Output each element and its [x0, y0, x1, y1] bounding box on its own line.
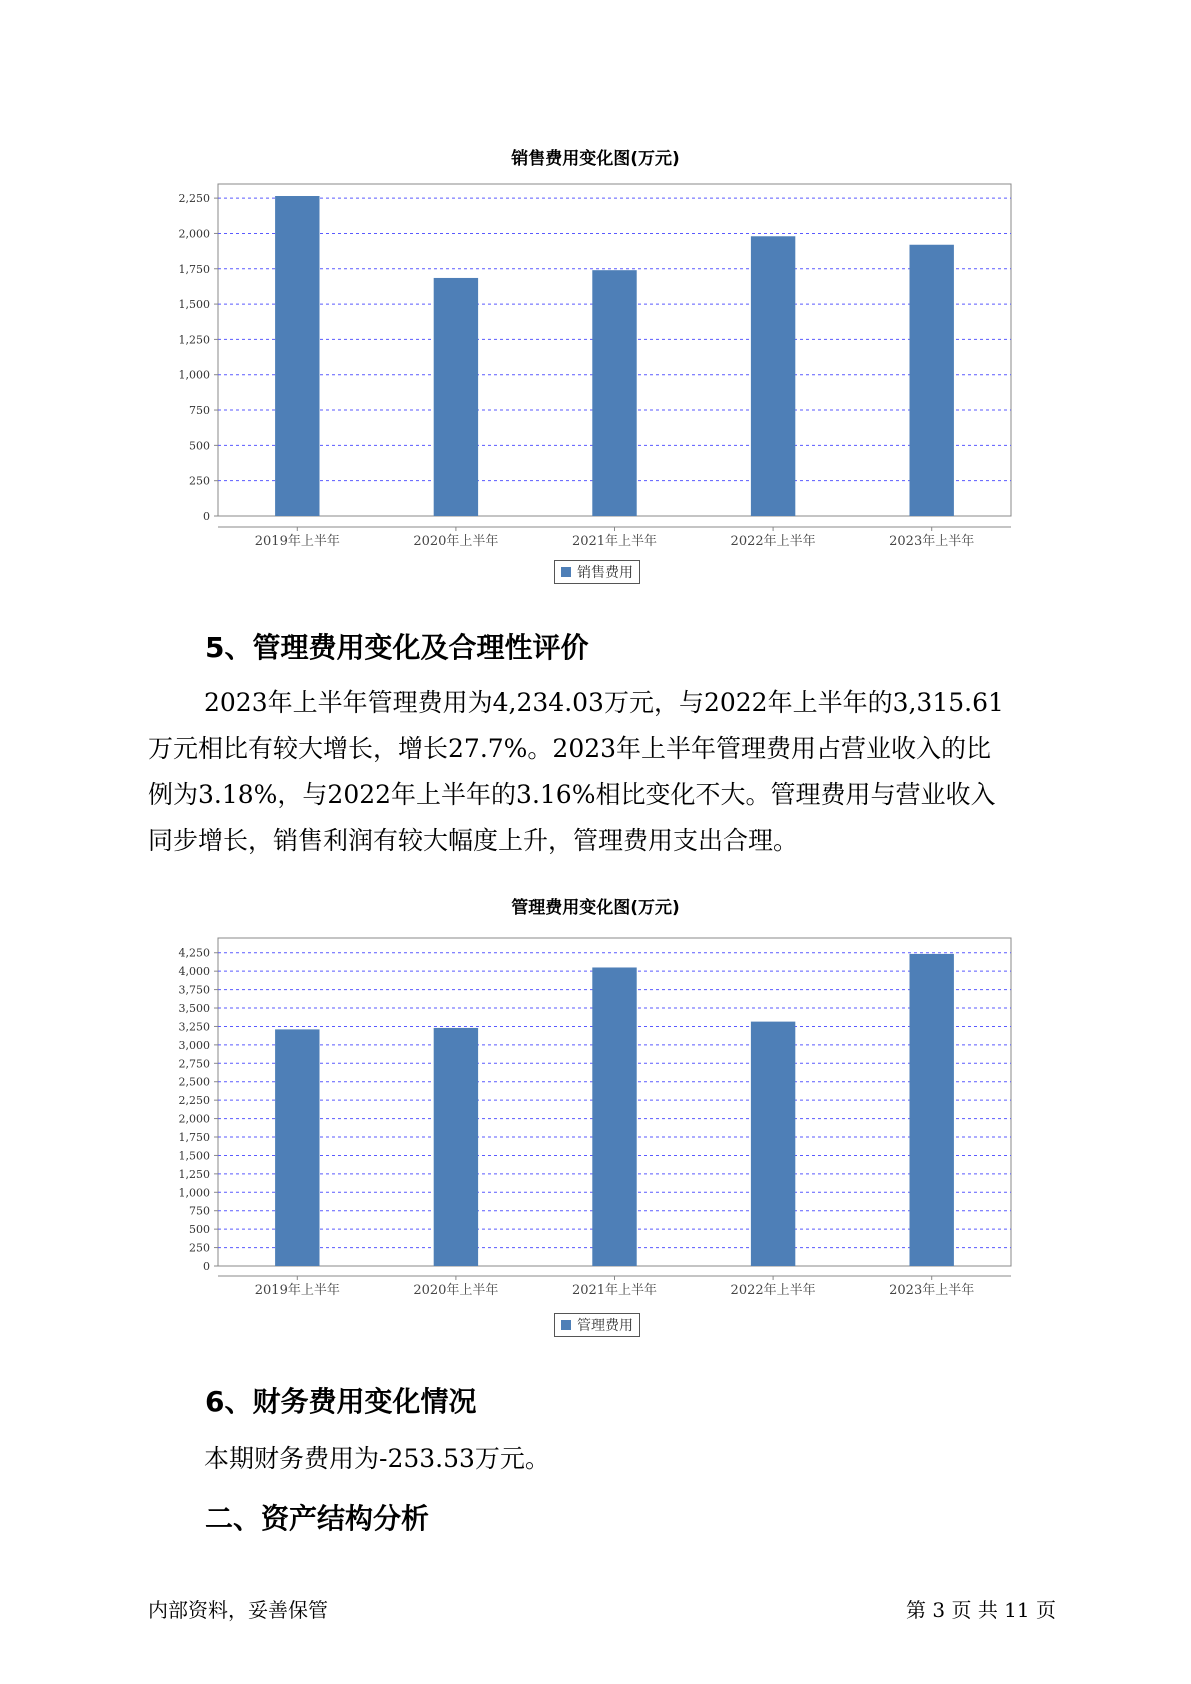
y-tick-label: 1,250: [178, 1167, 210, 1181]
section5-line-4: 同步增长，销售利润有较大幅度上升，管理费用支出合理。: [148, 826, 799, 855]
y-tick-label: 250: [189, 1241, 210, 1255]
section5-line-3: 例为3.18%，与2022年上半年的3.16%相比变化不大。管理费用与营业收入: [148, 780, 996, 809]
x-tick-label: 2023年上半年: [889, 534, 975, 549]
y-tick-label: 3,500: [178, 1002, 210, 1016]
y-tick-label: 750: [189, 1204, 210, 1218]
y-tick-label: 3,750: [178, 983, 210, 997]
x-tick-label: 2021年上半年: [571, 1283, 658, 1298]
y-tick-label: 4,250: [178, 946, 210, 960]
bar: [592, 967, 636, 1266]
admin-chart-title: 管理费用变化图(万元): [511, 898, 680, 918]
section5-line-1: 2023年上半年管理费用为4,234.03万元，与2022年上半年的3,315.61: [204, 688, 1004, 717]
x-tick-label: 2023年上半年: [889, 1283, 975, 1298]
y-tick-label: 0: [203, 510, 210, 523]
x-tick-label: 2022年上半年: [730, 1283, 816, 1298]
bar: [275, 1029, 319, 1266]
legend-label: 管理费用: [577, 1318, 633, 1334]
y-tick-label: 250: [189, 474, 210, 488]
section-two-heading: 二、资产结构分析: [205, 1502, 430, 1535]
y-tick-label: 1,750: [178, 262, 210, 276]
y-tick-label: 2,750: [178, 1057, 210, 1071]
y-tick-label: 1,000: [178, 368, 210, 382]
bar: [909, 954, 953, 1266]
x-tick-label: 2019年上半年: [254, 1283, 340, 1298]
legend-swatch: [561, 1320, 571, 1330]
sales-chart-title: 销售费用变化图(万元): [511, 149, 680, 169]
y-tick-label: 1,250: [178, 333, 210, 347]
y-tick-label: 2,250: [178, 192, 210, 206]
legend-label: 销售费用: [577, 565, 633, 581]
y-tick-label: 2,250: [178, 1094, 210, 1108]
x-tick-label: 2022年上半年: [730, 534, 816, 549]
y-tick-label: 1,500: [178, 298, 210, 312]
y-tick-label: 0: [203, 1260, 210, 1273]
y-tick-label: 2,000: [178, 227, 210, 241]
footer-left: 内部资料，妥善保管: [148, 1598, 328, 1622]
x-tick-label: 2021年上半年: [571, 534, 658, 549]
admin-chart-legend: [554, 1313, 640, 1337]
y-tick-label: 4,000: [178, 965, 210, 979]
section6-text: 本期财务费用为-253.53万元。: [204, 1444, 550, 1473]
footer-page-number: 第 3 页 共 11 页: [906, 1598, 1056, 1622]
bar: [751, 1022, 795, 1266]
y-tick-label: 1,500: [178, 1149, 210, 1163]
y-tick-label: 1,000: [178, 1186, 210, 1200]
y-tick-label: 500: [189, 1223, 210, 1237]
x-tick-label: 2020年上半年: [413, 534, 499, 549]
y-tick-label: 3,000: [178, 1038, 210, 1052]
y-tick-label: 750: [189, 404, 210, 418]
x-tick-label: 2020年上半年: [413, 1283, 499, 1298]
x-tick-label: 2019年上半年: [254, 534, 340, 549]
section6-heading: 6、财务费用变化情况: [205, 1385, 477, 1418]
y-tick-label: 2,500: [178, 1075, 210, 1089]
bar: [434, 1028, 478, 1266]
section5-line-2: 万元相比有较大增长，增长27.7%。2023年上半年管理费用占营业收入的比: [148, 734, 992, 763]
section5-heading: 5、管理费用变化及合理性评价: [205, 631, 589, 664]
y-tick-label: 3,250: [178, 1020, 210, 1034]
y-tick-label: 500: [189, 439, 210, 453]
y-tick-label: 1,750: [178, 1131, 210, 1145]
y-tick-label: 2,000: [178, 1112, 210, 1126]
